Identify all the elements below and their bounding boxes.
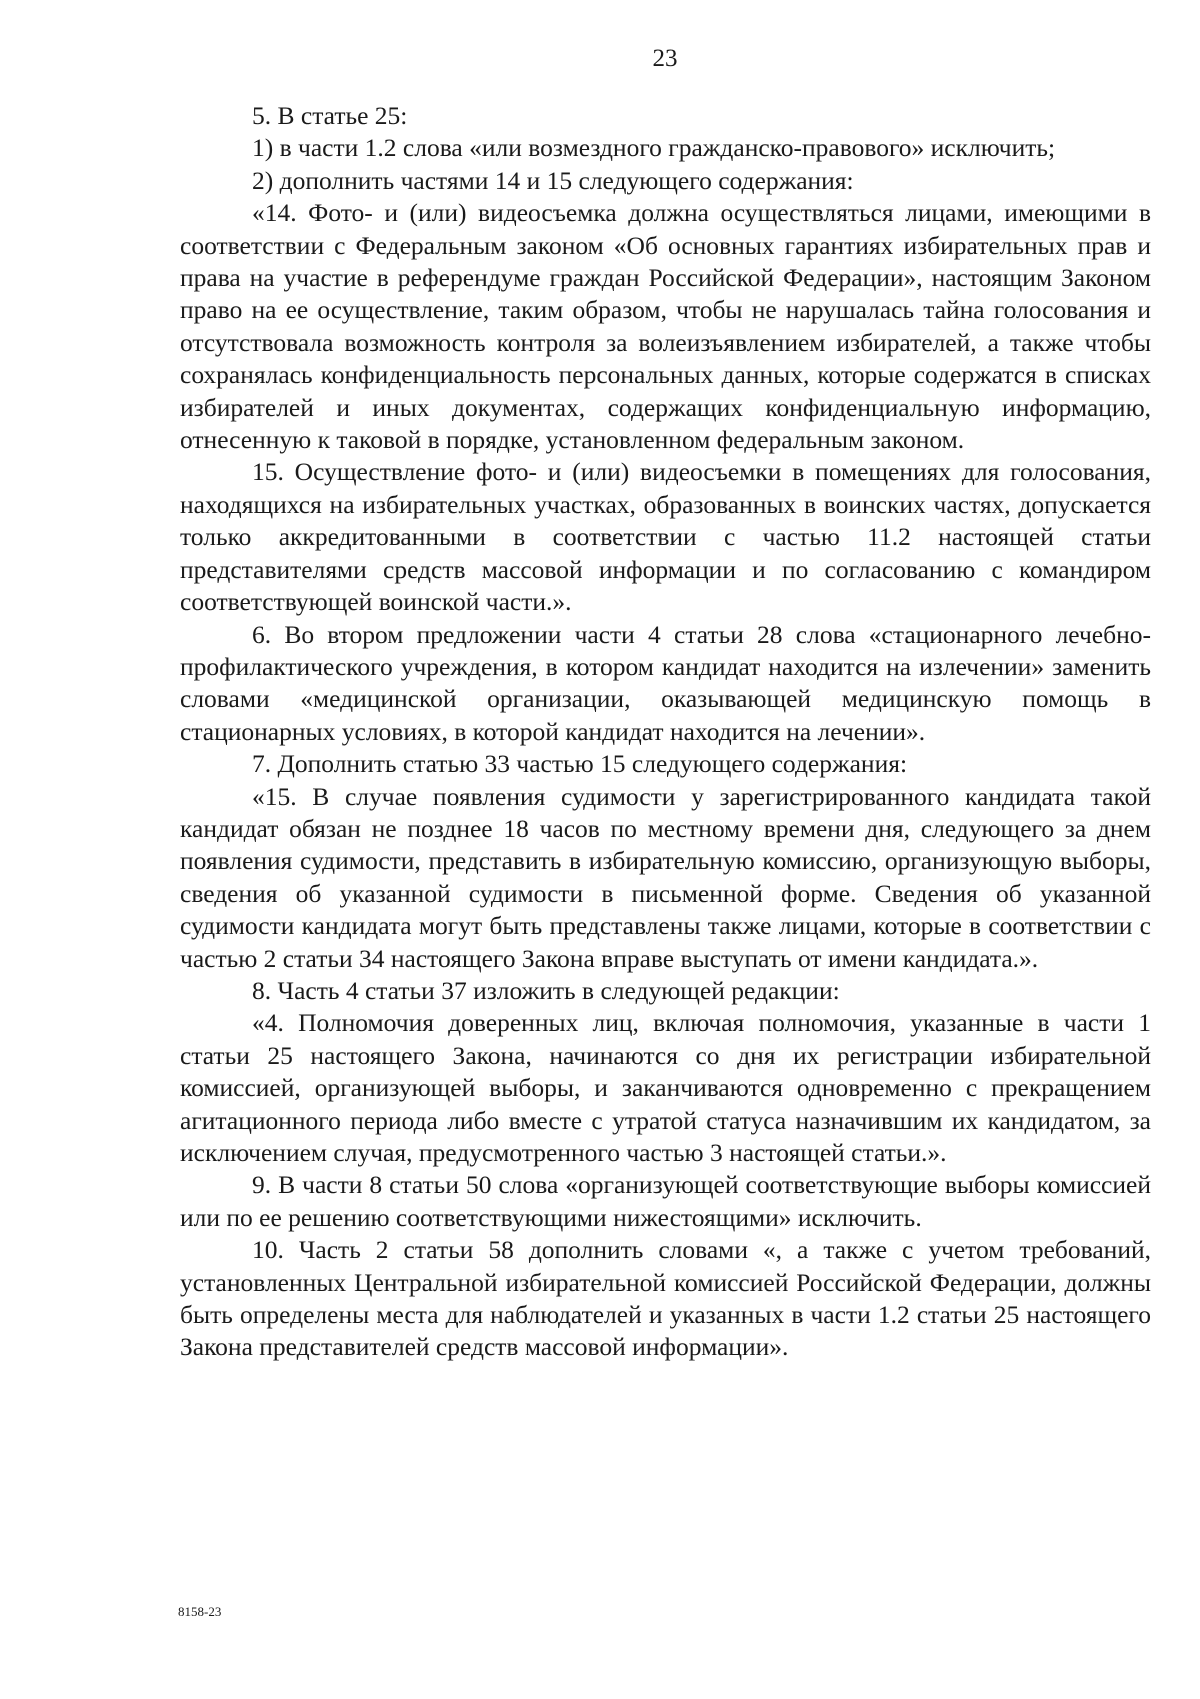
paragraph-part-14: «14. Фото- и (или) видеосъемка должна осуществляться лицами, имеющими в соответствии с Федеральным законом «Об основных гарантиях избирательных прав и права на участие в референдуме граждан Российской Федерации», настоящим Законом право на ее осуществление, таким образом, чтобы не нарушалась тайна голосования и отсутствовала возможность контроля за волеизъявлением избирателей, а также чтобы сохранялась конфиденциальность персональных данных, которые содержатся в списках избирателей и иных документах, содержащих конфиденциальную информацию, отнесенную к таковой в порядке, установленном федеральным законом. bbox=[180, 198, 1151, 455]
paragraph-item-7: 7. Дополнить статью 33 частью 15 следующего содержания: bbox=[252, 749, 908, 779]
paragraph-item-8: 8. Часть 4 статьи 37 изложить в следующей редакции: bbox=[252, 975, 840, 1005]
paragraph-article-25-heading: 5. В статье 25: bbox=[252, 101, 408, 130]
document-code: 8158-23 bbox=[178, 1604, 222, 1619]
page-number: 23 bbox=[652, 45, 678, 72]
paragraph-item-9: 9. В части 8 статьи 50 слова «организующей соответствующие выборы комиссией или по ее решению соответствующими нижестоящими» исключить. bbox=[180, 1170, 1151, 1232]
document-body bbox=[180, 100, 1151, 1364]
paragraph-part-15: 15. Осуществление фото- и (или) видеосъемки в помещениях для голосования, находящихся на избирательных участках, образованных в воинских частях, допускается только аккредитованными в соответствии с частью 11.2 настоящей статьи представителями средств массовой информации и по согласованию с командиром соответствующей воинской части.». bbox=[180, 457, 1151, 617]
paragraph-part-15-conviction: «15. В случае появления судимости у зарегистрированного кандидата такой кандидат обязан не позднее 18 часов по местному времени дня, следующего за днем появления судимости, представить в избирательную комиссию, организующую выборы, сведения об указанной судимости в письменной форме. Сведения об указанной судимости кандидата могут быть представлены также лицами, которые в соответствии с частью 2 статьи 34 настоящего Закона вправе выступать от имени кандидата.». bbox=[180, 781, 1151, 973]
paragraph-item-6: 6. Во втором предложении части 4 статьи 28 слова «стационарного лечебно-профилактического учреждения, в котором кандидат находится на излечении» заменить словами «медицинской организации, оказывающей медицинскую помощь в стационарных условиях, в которой кандидат находится на лечении». bbox=[180, 619, 1151, 746]
paragraph-article-25-item-2: 2) дополнить частями 14 и 15 следующего содержания: bbox=[252, 165, 854, 195]
paragraph-part-4-proxies: «4. Полномочия доверенных лиц, включая полномочия, указанные в части 1 статьи 25 настоящего Закона, начинаются со дня их регистрации избирательной комиссией, организующей выборы, и заканчиваются одновременно с прекращением агитационного периода либо вместе с утратой статуса назначившим их кандидатом, за исключением случая, предусмотренного частью 3 настоящей статьи.». bbox=[180, 1008, 1151, 1167]
paragraph-article-25-item-1: 1) в части 1.2 слова «или возмездного гражданско-правового» исключить; bbox=[252, 133, 1056, 163]
paragraph-item-10: 10. Часть 2 статьи 58 дополнить словами «, а также с учетом требований, установленных Центральной избирательной комиссией Российской Федерации, должны быть определены места для наблюдателей и указанных в части 1.2 статьи 25 настоящего Закона представителей средств массовой информации». bbox=[180, 1235, 1151, 1362]
